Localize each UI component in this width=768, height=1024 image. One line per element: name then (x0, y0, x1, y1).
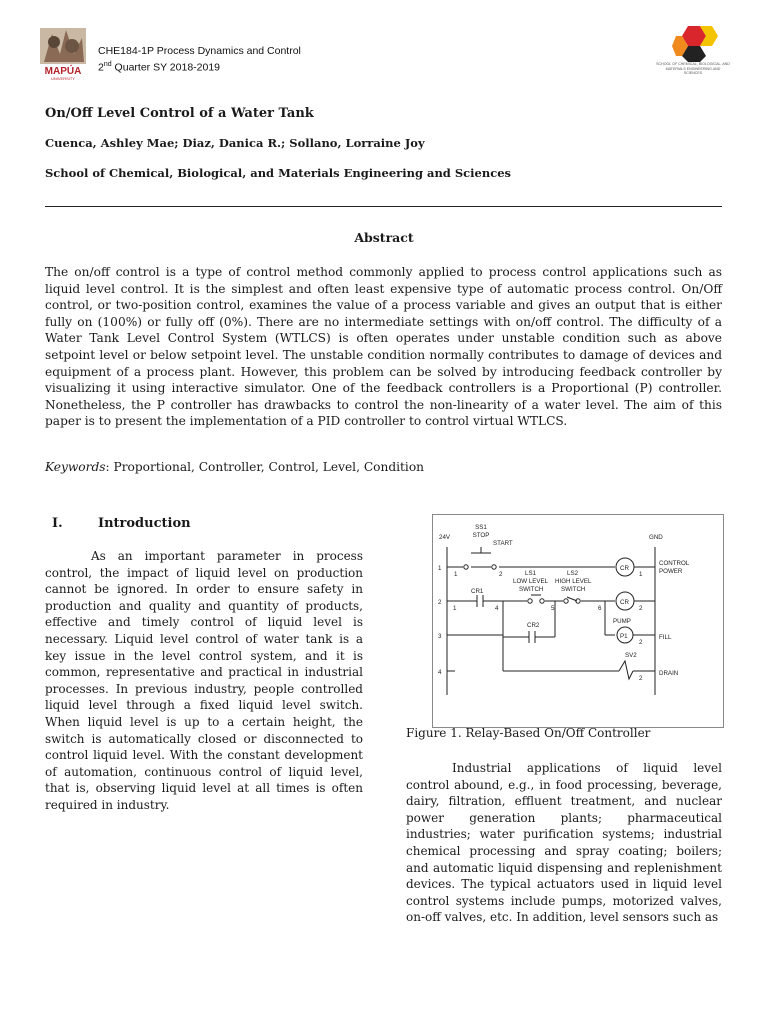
logo-wordmark: MAPÚA (44, 66, 82, 77)
label-fill: FILL (659, 634, 672, 641)
label-ss1: SS1 (475, 524, 487, 531)
label-low-level: LOW LEVEL (513, 578, 549, 585)
label-stop: STOP (472, 532, 490, 539)
label-sv2: SV2 (625, 652, 637, 659)
label-ls2: LS2 (567, 570, 579, 577)
node-label: 1 (454, 571, 458, 578)
paper-title: On/Off Level Control of a Water Tank (45, 106, 314, 121)
label-switch1: SWITCH (519, 586, 544, 593)
logo-subtext: UNIVERSITY (50, 76, 76, 81)
node-label: 1 (639, 571, 643, 578)
node-label: 5 (551, 605, 555, 612)
label-drain: DRAIN (659, 670, 679, 677)
label-switch2: SWITCH (561, 586, 586, 593)
label-high-level: HIGH LEVEL (555, 578, 592, 585)
node-label: 2 (639, 639, 643, 646)
node-label: 1 (453, 605, 457, 612)
intro-left-column (45, 548, 363, 814)
right-paragraph: Industrial applications of liquid level control abound, e.g., in food processing, beverage, dairy, filtration, effluent treatment, and nuclear power generation plants; pharmaceutical industries; water purification systems; industrial chemical processing and spray coating; boilers; and automatic liquid dispensing and replenishment devices. The typical actuators used in liquid level control systems include pumps, motorized valves, on-off valves, etc. In addition, level sensors such as (406, 761, 722, 925)
label-ls1: LS1 (525, 570, 537, 577)
label-cr1: CR1 (471, 588, 484, 595)
course-header (98, 44, 301, 75)
node-label: 4 (495, 605, 499, 612)
rung-2: 2 (438, 599, 442, 606)
rung-3: 3 (438, 633, 442, 640)
rung-1: 1 (438, 565, 442, 572)
keywords-text: : Proportional, Controller, Control, Level, Condition (105, 460, 425, 474)
affiliation: School of Chemical, Biological, and Materials Engineering and Sciences (45, 166, 511, 180)
rung-4: 4 (438, 669, 442, 676)
logo-caption: SCHOOL OF CHEMICAL, BIOLOGICAL, AND MATERIALS ENGINEERING AND SCIENCES (656, 62, 730, 75)
label-start: START (493, 540, 513, 547)
coil-cr2: CR (620, 599, 629, 606)
label-pump: PUMP (613, 618, 631, 625)
relay-ladder-diagram (432, 514, 724, 728)
node-label: 2 (639, 675, 643, 682)
coil-cr1: CR (620, 565, 629, 572)
course-line: CHE184-1P Process Dynamics and Control (98, 45, 301, 57)
coil-p1: P1 (620, 633, 628, 640)
divider (45, 206, 722, 207)
node-label: 2 (639, 605, 643, 612)
keywords-label: Keywords (45, 460, 106, 474)
label-control: CONTROL (659, 560, 690, 567)
intro-right-column (406, 760, 722, 926)
intro-paragraph: As an important parameter in process control, the impact of liquid level on production cannot be ignored. In order to ensure safety in production and quality and quantity of products, effective and timely control of liquid level is necessary. Liquid level control of water tank is a key issue in the level control system, and it is common, representative and practical in industrial processes. In previous industry, people controlled liquid level through a fixed liquid level switch. When liquid level is up to a certain height, the switch is automatically closed or disconnected to control liquid level. With the constant development of automation, continuous control of liquid level, that is, observing liquid level at all times is often required in industry. (45, 549, 363, 812)
abstract-body: The on/off control is a type of control method commonly applied to process control applications such as liquid level control. It is the simplest and often least expensive type of automatic process control. On/Off control, or two-position control, examines the value of a process variable and gives an output that is either fully on (100%) or fully off (0%). There are no intermediate settings with on/off control. The difficulty of a Water Tank Level Control System (WTLCS) is often operates under unstable condition such as above setpoint level or below setpoint level. The unstable condition normally contributes to damage of devices and equipment of a process plant. However, this problem can be solved by introducing feedback controller by visualizing it using interactive simulator. One of the feedback controllers is a Proportional (P) controller. Nonetheless, the P controller has drawbacks to control the non-linearity of a water level. The aim of this paper is to present the implementation of a PID controller to control virtual WTLCS. (45, 265, 722, 429)
quarter-line: 2nd Quarter SY 2018-2019 (98, 61, 221, 74)
section-title: Introduction (98, 516, 191, 531)
node-label: 2 (499, 571, 503, 578)
label-24v: 24V (439, 534, 451, 541)
label-gnd: GND (649, 534, 663, 541)
abstract-heading: Abstract (354, 230, 414, 245)
node-label: 6 (598, 605, 602, 612)
keywords (45, 460, 722, 474)
label-power: POWER (659, 568, 683, 575)
mapua-logo (36, 24, 90, 82)
label-cr2: CR2 (527, 622, 540, 629)
authors: Cuenca, Ashley Mae; Diaz, Danica R.; Sollano, Lorraine Joy (45, 136, 425, 150)
figure-caption: Figure 1. Relay-Based On/Off Controller (406, 726, 651, 740)
section-number: I. (52, 516, 63, 531)
